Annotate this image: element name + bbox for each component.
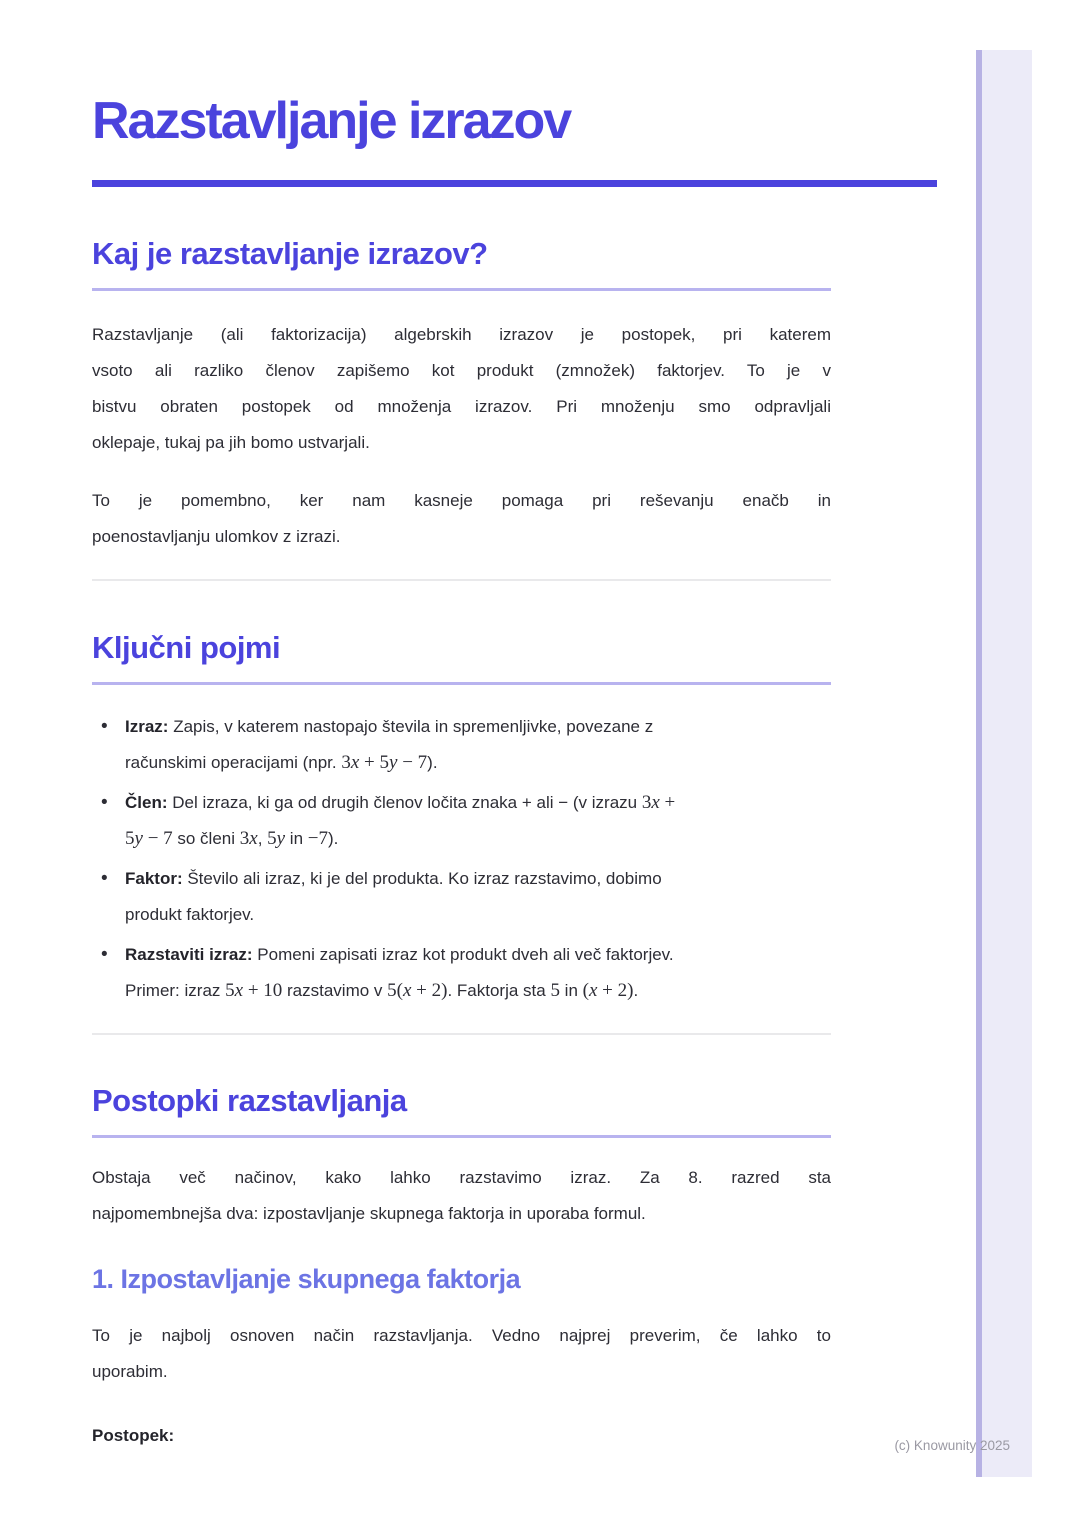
list-item-faktor: [92, 861, 831, 933]
section-divider: [92, 579, 831, 581]
heading-underline: [92, 1135, 831, 1138]
paragraph-importance: To je pomembno, ker nam kasneje pomaga pri reševanju enačb in poenostavljanju ulomkov z izrazi.: [92, 491, 831, 546]
paragraph-common-factor: To je najbolj osnoven način razstavljanja. Vedno najprej preverim, če lahko to uporabim.: [92, 1326, 831, 1381]
heading-underline: [92, 288, 831, 291]
page-edge-strip: [976, 50, 1032, 1477]
list-item-text: • Faktor: Število ali izraz, ki je del produkta. Ko izraz razstavimo, dobimo produkt faktorjev.: [125, 869, 662, 924]
title-rule: [92, 180, 937, 187]
document-content: [92, 0, 831, 1454]
paragraph-definition: Razstavljanje (ali faktorizacija) algebrskih izrazov je postopek, pri katerem vsoto ali razliko členov zapišemo kot produkt (zmnožek) faktorjev. To je v bistvu obraten postopek od množenja izrazov. Pri množenju smo odpravljali oklepaje, tukaj pa jih bomo ustvarjali.: [92, 325, 831, 452]
list-item-razstaviti-izraz: [92, 937, 831, 1009]
list-item-text: • Člen: Del izraza, ki ga od drugih členov ločita znaka + ali − (v izrazu 3x + 5y − 7 so členi 3x, 5y in −7).: [125, 792, 676, 849]
subsection-heading-common-factor: 1. Izpostavljanje skupnega faktorja: [92, 1264, 521, 1294]
copyright-footer: (c) Knowunity 2025: [894, 1438, 1010, 1453]
list-item-clen: [92, 785, 831, 857]
procedure-label: Postopek:: [92, 1426, 175, 1445]
list-item-text: • Izraz: Zapis, v katerem nastopajo števila in spremenljivke, povezane z računskimi operacijami (npr. 3x + 5y − 7).: [125, 717, 654, 773]
section-divider: [92, 1033, 831, 1035]
section-heading-what: Kaj je razstavljanje izrazov?: [92, 236, 488, 271]
section-heading-terms: Ključni pojmi: [92, 630, 281, 665]
list-item-text: • Razstaviti izraz: Pomeni zapisati izraz kot produkt dveh ali več faktorjev. Primer: izraz 5x + 10 razstavimo v 5(x + 2). Faktorja sta 5 in (x + 2).: [125, 945, 674, 1001]
section-what-is-factoring: [92, 236, 831, 555]
list-item-izraz: [92, 709, 831, 781]
key-terms-list: [92, 709, 831, 1009]
paragraph-methods-intro: Obstaja več načinov, kako lahko razstavimo izraz. Za 8. razred sta najpomembnejša dva: izpostavljanje skupnega faktorja in uporaba formul.: [92, 1168, 831, 1223]
heading-underline: [92, 682, 831, 685]
section-methods: [92, 1083, 831, 1454]
page-title: Razstavljanje izrazov: [92, 92, 571, 150]
section-key-terms: [92, 630, 831, 1009]
section-heading-methods: Postopki razstavljanja: [92, 1083, 407, 1118]
